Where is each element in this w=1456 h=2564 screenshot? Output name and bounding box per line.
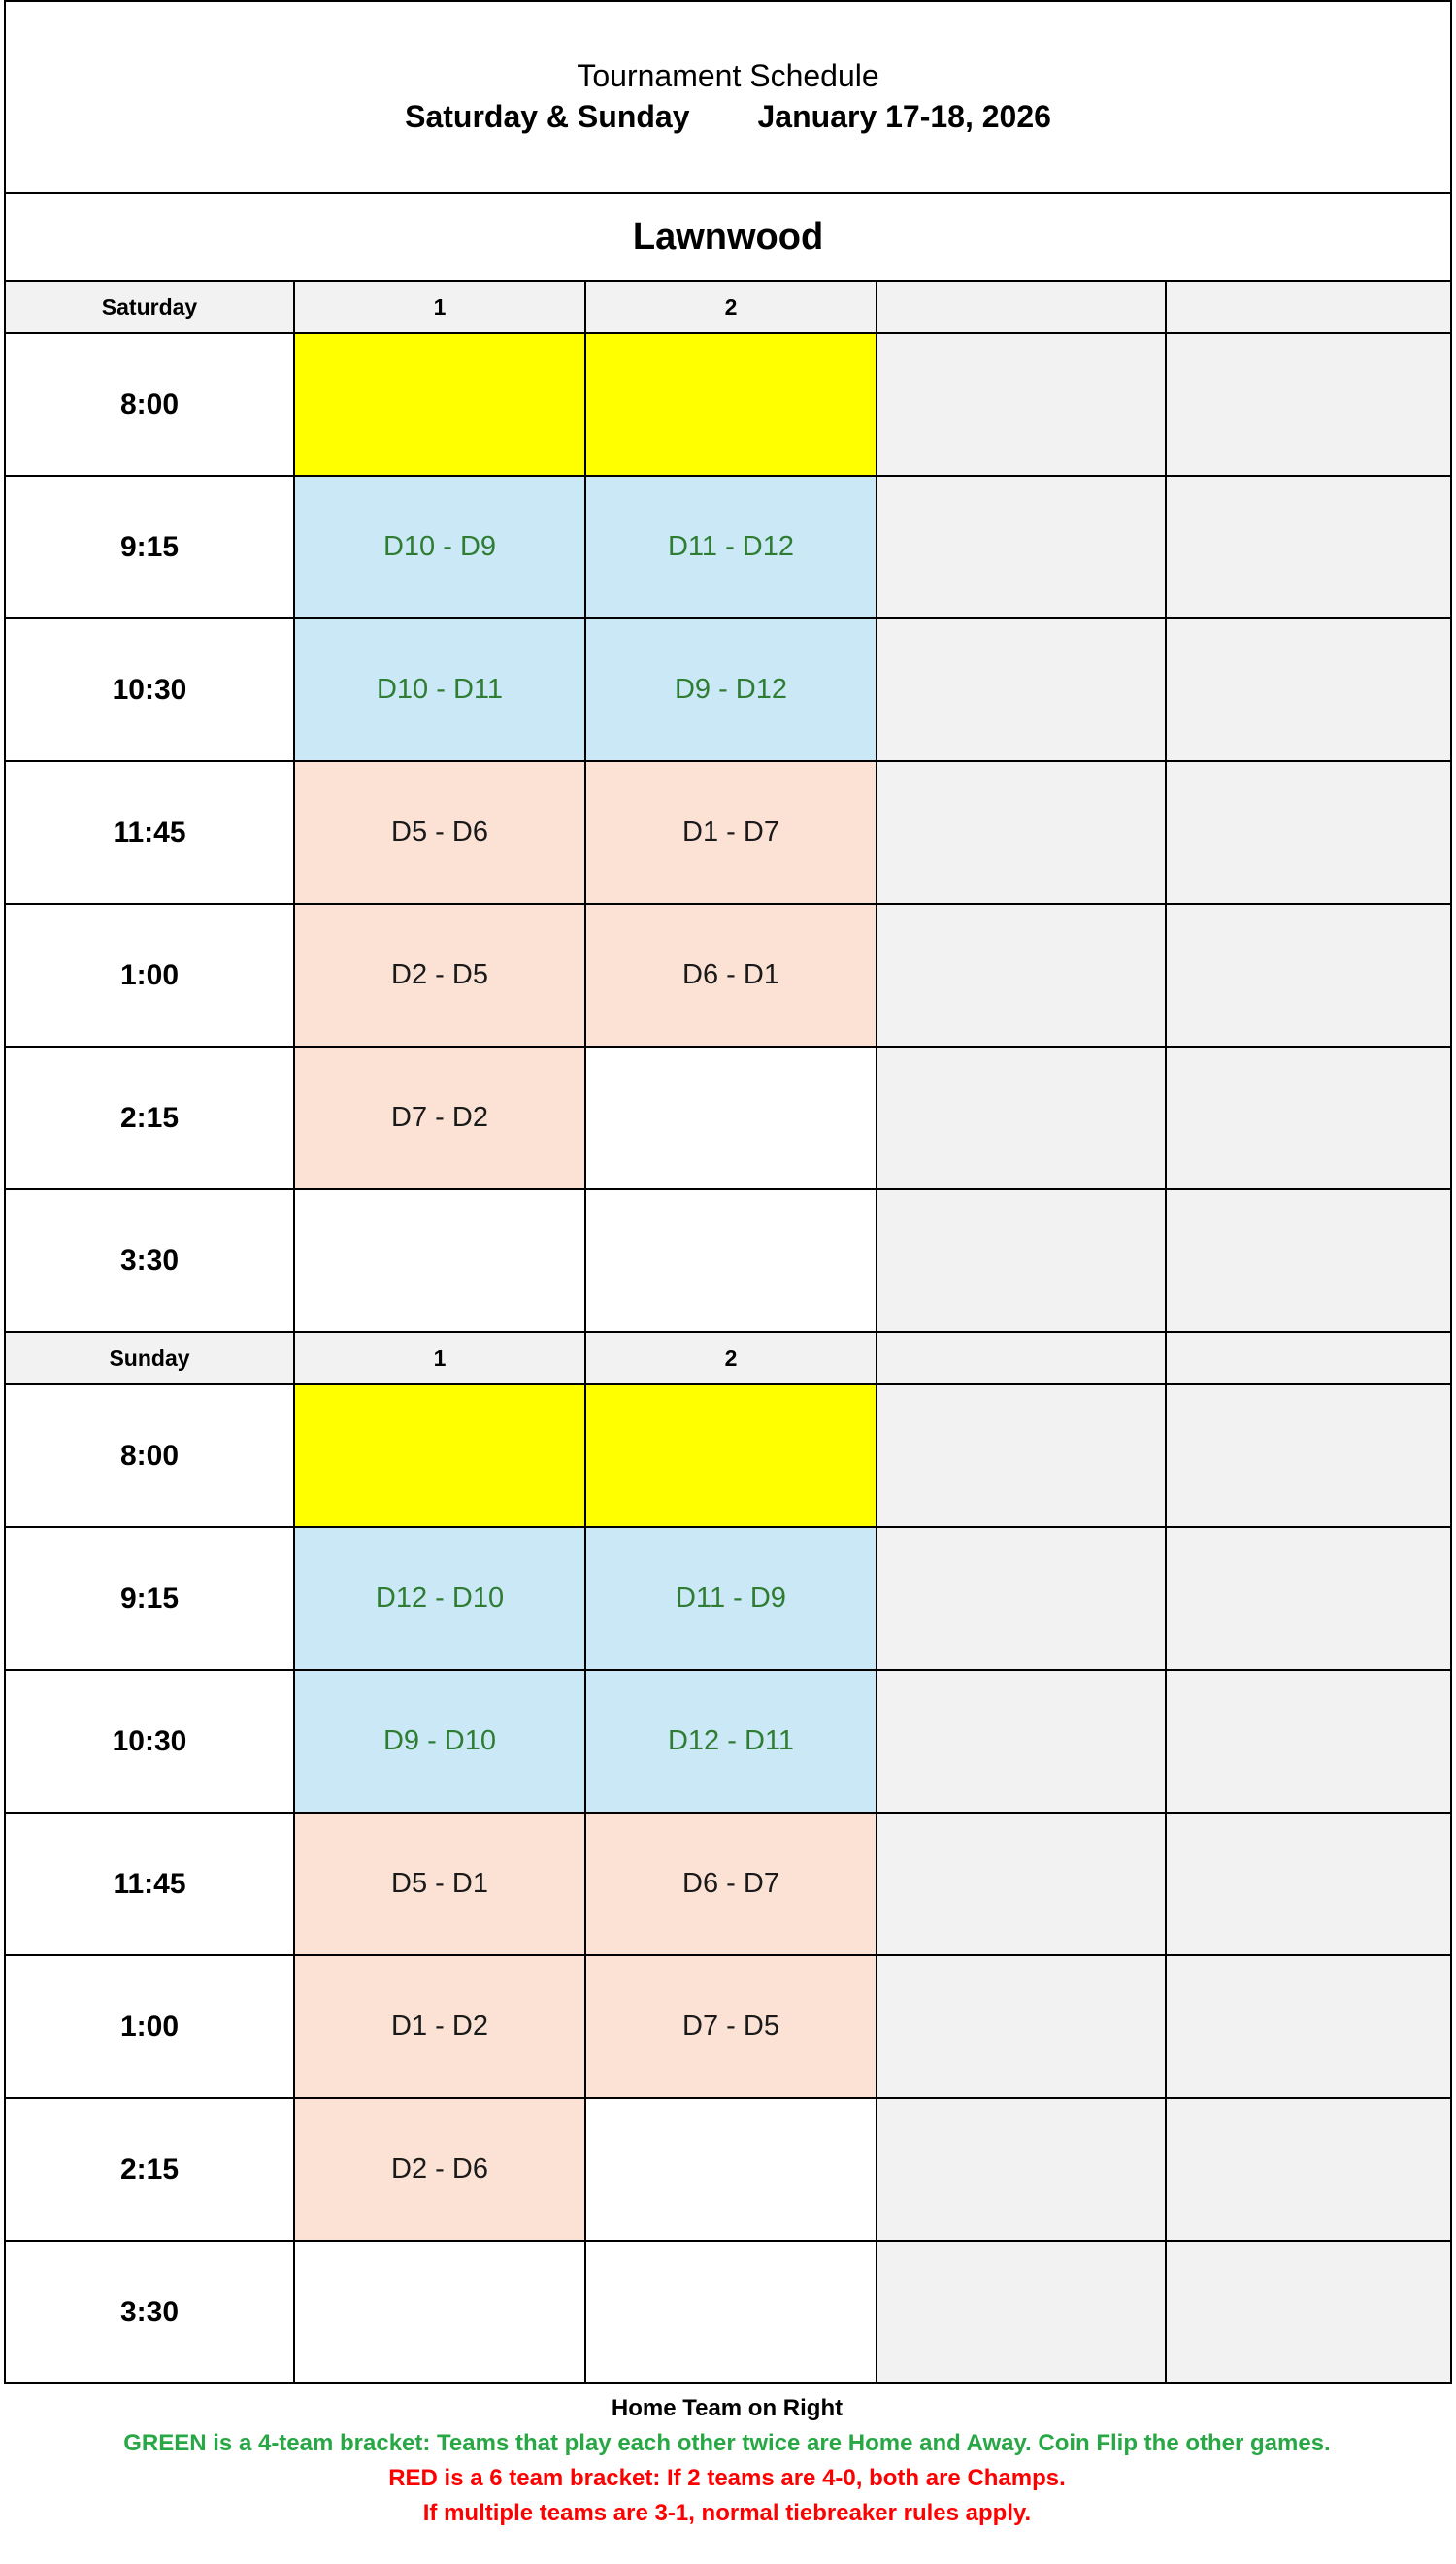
game-cell[interactable] [585, 2241, 877, 2383]
game-cell[interactable]: D9 - D10 [294, 1670, 585, 1813]
game-cell[interactable] [877, 1813, 1166, 1955]
game-cell[interactable] [877, 1384, 1166, 1527]
footer-home-team-note: Home Team on Right [611, 2395, 844, 2421]
game-cell[interactable] [1166, 2241, 1451, 2383]
game-cell[interactable] [585, 1384, 877, 1527]
header-days: Saturday & Sunday [405, 98, 690, 134]
schedule-row [5, 2098, 1451, 2241]
footer-red-bracket-note-1: RED is a 6 team bracket: If 2 teams are 4-0, both are Champs. [388, 2464, 1066, 2491]
footer-green-bracket-note: GREEN is a 4-team bracket: Teams that play each other twice are Home and Away. Coin Flip the other games. [123, 2429, 1331, 2456]
header-row [5, 1, 1451, 193]
schedule-row [5, 1670, 1451, 1813]
game-cell[interactable] [877, 1189, 1166, 1332]
game-cell[interactable] [1166, 1670, 1451, 1813]
game-cell[interactable] [1166, 1189, 1451, 1332]
game-cell[interactable]: D7 - D5 [585, 1955, 877, 2098]
schedule-row [5, 1813, 1451, 1955]
day-label: Sunday [5, 1332, 294, 1384]
game-cell[interactable]: D10 - D11 [294, 618, 585, 761]
game-cell[interactable] [294, 333, 585, 476]
footer-red-bracket-note-2: If multiple teams are 3-1, normal tiebreaker rules apply. [422, 2499, 1032, 2526]
time-slot-label: 2:15 [5, 2098, 294, 2241]
schedule-header [5, 1, 1451, 193]
time-slot-label: 10:30 [5, 1670, 294, 1813]
game-cell[interactable]: D5 - D6 [294, 761, 585, 904]
game-cell[interactable] [294, 2241, 585, 2383]
field-header-4 [1166, 281, 1451, 333]
field-header-2: 2 [585, 281, 877, 333]
game-cell[interactable] [877, 1670, 1166, 1813]
game-cell[interactable] [1166, 904, 1451, 1047]
game-cell[interactable] [877, 618, 1166, 761]
game-cell[interactable]: D2 - D5 [294, 904, 585, 1047]
time-slot-label: 10:30 [5, 618, 294, 761]
game-cell[interactable] [877, 1955, 1166, 2098]
field-header-3 [877, 281, 1166, 333]
time-slot-label: 8:00 [5, 1384, 294, 1527]
schedule-row [5, 618, 1451, 761]
time-slot-label: 2:15 [5, 1047, 294, 1189]
time-slot-label: 11:45 [5, 761, 294, 904]
game-cell[interactable]: D6 - D1 [585, 904, 877, 1047]
time-slot-label: 8:00 [5, 333, 294, 476]
day-header-row [5, 281, 1451, 333]
time-slot-label: 1:00 [5, 904, 294, 1047]
game-cell[interactable]: D12 - D11 [585, 1670, 877, 1813]
time-slot-label: 3:30 [5, 2241, 294, 2383]
game-cell[interactable]: D6 - D7 [585, 1813, 877, 1955]
field-header-3 [877, 1332, 1166, 1384]
game-cell[interactable] [877, 904, 1166, 1047]
game-cell[interactable] [294, 1189, 585, 1332]
game-cell[interactable]: D9 - D12 [585, 618, 877, 761]
schedule-row [5, 1527, 1451, 1670]
header-dates: January 17-18, 2026 [757, 98, 1051, 134]
field-header-4 [1166, 1332, 1451, 1384]
game-cell[interactable] [1166, 618, 1451, 761]
venue-name: Lawnwood [5, 193, 1451, 281]
game-cell[interactable]: D7 - D2 [294, 1047, 585, 1189]
schedule-row [5, 761, 1451, 904]
game-cell[interactable] [294, 1384, 585, 1527]
schedule-row [5, 1384, 1451, 1527]
time-slot-label: 9:15 [5, 1527, 294, 1670]
schedule-row [5, 333, 1451, 476]
schedule-row [5, 476, 1451, 618]
game-cell[interactable] [877, 761, 1166, 904]
day-label: Saturday [5, 281, 294, 333]
time-slot-label: 9:15 [5, 476, 294, 618]
game-cell[interactable]: D12 - D10 [294, 1527, 585, 1670]
time-slot-label: 1:00 [5, 1955, 294, 2098]
game-cell[interactable] [877, 2241, 1166, 2383]
game-cell[interactable]: D2 - D6 [294, 2098, 585, 2241]
field-header-1: 1 [294, 281, 585, 333]
game-cell[interactable] [1166, 476, 1451, 618]
game-cell[interactable] [1166, 761, 1451, 904]
game-cell[interactable] [1166, 1527, 1451, 1670]
field-header-2: 2 [585, 1332, 877, 1384]
game-cell[interactable] [585, 2098, 877, 2241]
time-slot-label: 11:45 [5, 1813, 294, 1955]
schedule-row [5, 904, 1451, 1047]
schedule-row [5, 1047, 1451, 1189]
page-title: Tournament Schedule [577, 57, 879, 93]
tournament-schedule-table [4, 0, 1452, 2384]
footer-notes [4, 2384, 1450, 2531]
game-cell[interactable] [585, 1189, 877, 1332]
game-cell[interactable]: D11 - D9 [585, 1527, 877, 1670]
game-cell[interactable] [877, 476, 1166, 618]
game-cell[interactable]: D5 - D1 [294, 1813, 585, 1955]
game-cell[interactable] [1166, 2098, 1451, 2241]
time-slot-label: 3:30 [5, 1189, 294, 1332]
game-cell[interactable] [877, 2098, 1166, 2241]
game-cell[interactable] [1166, 1384, 1451, 1527]
venue-row [5, 193, 1451, 281]
game-cell[interactable]: D1 - D7 [585, 761, 877, 904]
schedule-row [5, 2241, 1451, 2383]
game-cell[interactable] [877, 1527, 1166, 1670]
game-cell[interactable] [1166, 1813, 1451, 1955]
day-header-row [5, 1332, 1451, 1384]
game-cell[interactable] [1166, 333, 1451, 476]
game-cell[interactable] [585, 1047, 877, 1189]
game-cell[interactable] [1166, 1047, 1451, 1189]
schedule-row [5, 1955, 1451, 2098]
game-cell[interactable]: D11 - D12 [585, 476, 877, 618]
game-cell[interactable] [1166, 1955, 1451, 2098]
game-cell[interactable] [585, 333, 877, 476]
game-cell[interactable] [877, 333, 1166, 476]
game-cell[interactable] [877, 1047, 1166, 1189]
schedule-row [5, 1189, 1451, 1332]
game-cell[interactable]: D10 - D9 [294, 476, 585, 618]
game-cell[interactable]: D1 - D2 [294, 1955, 585, 2098]
field-header-1: 1 [294, 1332, 585, 1384]
